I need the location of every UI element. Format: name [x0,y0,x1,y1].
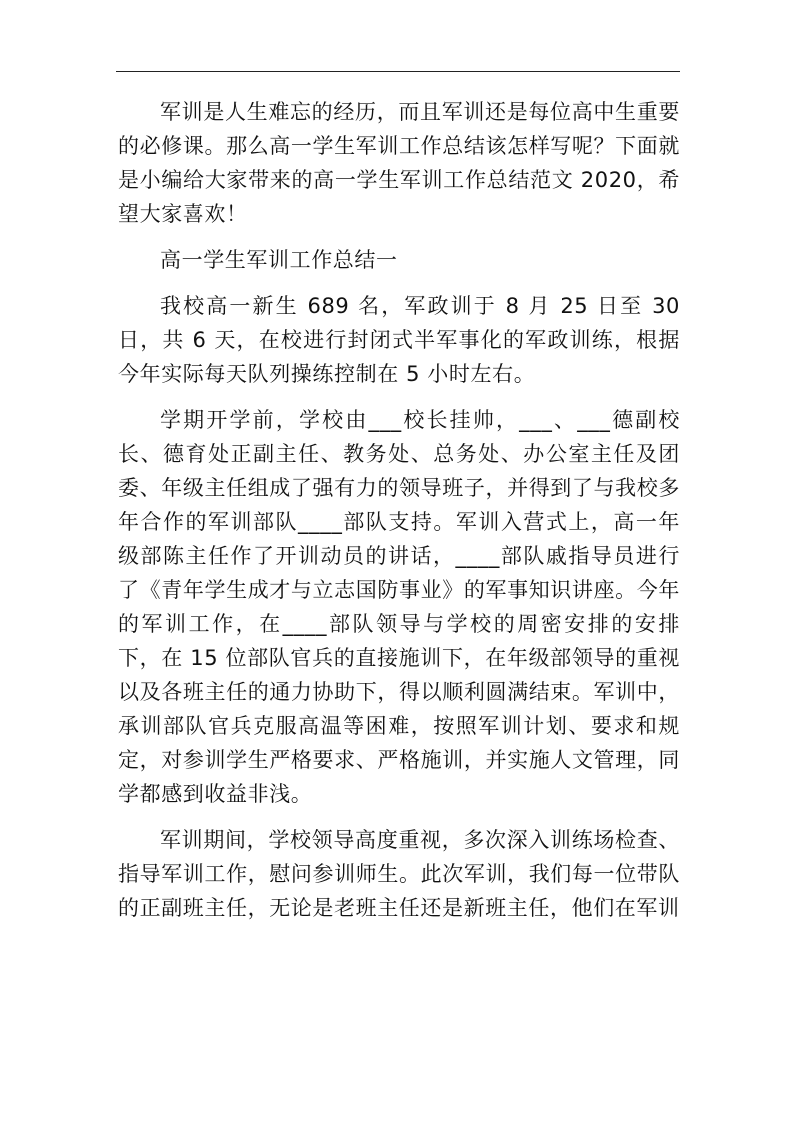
body-paragraph: 我校高一新生 689 名，军政训于 8 月 25 日至 30 日，共 6 天，在校进行封闭式半军事化的军政训练，根据今年实际每天队列操练控制在 5 小时左右。 [118,294,680,386]
body-paragraph: 学期开学前，学校由___校长挂帅，___、___德副校长、德育处正副主任、教务处、总务处、办公室主任及团委、年级主任组成了强有力的领导班子，并得到了与我校多年合作的军训部队____部队支持。军训入营式上，高一年级部陈主任作了开训动员的讲话，____部队戚指导员进行了《青年学生成才与立志国防事业》的军事知识讲座。今年的军训工作，在____部队领导与学校的周密安排的安排下，在 15 位部队官兵的直接施训下，在年级部领导的重视以及各班主任的通力协助下，得以顺利圆满结束。军训中，承训部队官兵克服高温等困难，按照军训计划、要求和规定，对参训学生严格要求、严格施训，并实施人文管理，同学都感到收益非浅。 [118,408,680,806]
body-paragraph: 军训期间，学校领导高度重视，多次深入训练场检查、指导军训工作，慰问参训师生。此次军训，我们每一位带队的正副班主任，无论是老班主任还是新班主任，他们在军训 [118,828,680,920]
header-rule [116,71,680,72]
document-body [118,95,680,937]
section-heading: 高一学生军训工作总结一 [160,248,398,272]
intro-paragraph: 军训是人生难忘的经历，而且军训还是每位高中生重要的必修课。那么高一学生军训工作总结该怎样写呢？下面就是小编给大家带来的高一学生军训工作总结范文 2020，希望大家喜欢！ [118,100,680,226]
